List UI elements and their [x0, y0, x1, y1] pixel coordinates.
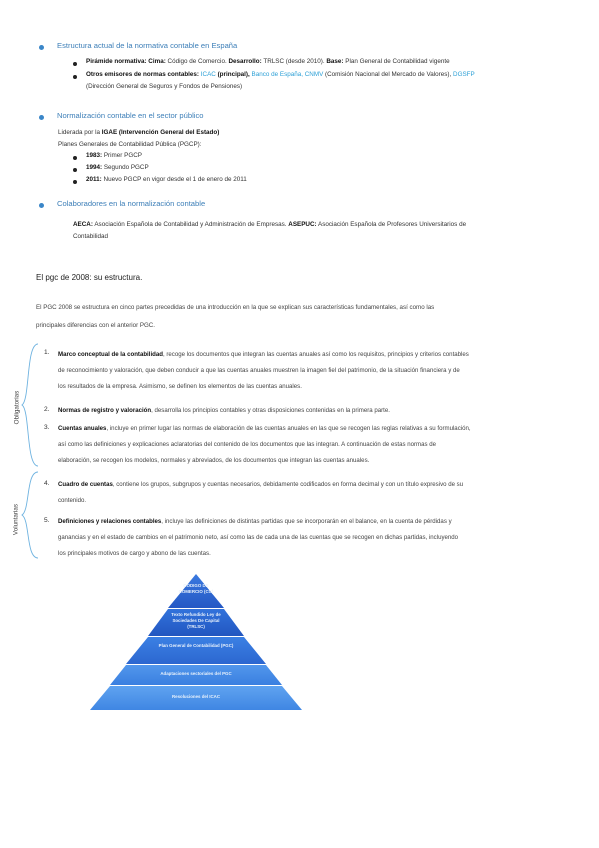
sub-bullet [73, 75, 77, 79]
piramide-line: Pirámide normativa: Cima: Código de Comercio. Desarrollo: TRLSC (desde 2010). Base: Plan General de Contabilidad vigente [86, 58, 450, 65]
sub-bullet [73, 180, 77, 184]
section-title-colaboradores: Colaboradores en la normalización contable [57, 199, 206, 208]
asepuc-cont: Contabilidad [73, 233, 109, 240]
section-bullet [39, 45, 44, 50]
pyramid-label-4: Adaptaciones sectoriales del PGC [160, 671, 232, 676]
pgc-item-4: Cuadro de cuentas, contiene los grupos, subgrupos y cuentas necesarios, debidamente codificados en forma decimal y con un título expresivo de su contenido. [58, 481, 464, 505]
pgc-intro-line: principales diferencias con el anterior PGC. [36, 322, 155, 329]
item-number: 4. [44, 480, 50, 487]
dgsfp-desc: (Dirección General de Seguros y Fondos de Pensiones) [86, 83, 243, 90]
pgc-title: El pgc de 2008: su estructura. [36, 273, 143, 282]
section-bullet [39, 203, 44, 208]
pyramid-level-3 [126, 637, 266, 664]
pyramid-label-1: CÓDIGO DE COMERCIO (CC) [178, 583, 214, 594]
pgcp-item: 1994: Segundo PGCP [86, 164, 149, 171]
item-text: , incluye en primer lugar las normas de elaboración de las cuentas anuales en las que se recogen las reglas relativas a su formulación, así como las definiciones y explicaciones aclaratorias del contenido de los documentos que las integran. A continuación de estas normas de elaboración, se recogen los modelos, normales y abreviados, de los documentos que integran las cuentas anuales. [58, 425, 471, 465]
liderada-line: Liderada por la IGAE (Intervención General del Estado) [58, 129, 220, 136]
pyramid-label-3: Plan General de Contabilidad (PGC) [158, 643, 234, 648]
section-bullet [39, 115, 44, 120]
item-text: , contiene los grupos, subgrupos y cuentas necesarios, debidamente codificados en forma decimal y con un título expresivo de su contenido. [58, 481, 464, 505]
aeca-line: AECA: Asociación Española de Contabilidad y Administración de Empresas. ASEPUC: Asociación Española de Profesores Universitarios de [73, 221, 467, 228]
sub-bullet [73, 156, 77, 160]
pgc-item-1: Marco conceptual de la contabilidad, recoge los documentos que integran las cuentas anuales así como los requisitos, principios y criterios contables de reconocimiento y valoración, que deben conducir a que las cuentas anuales muestren la imagen fiel del patrimonio, de la situación financiera y de los resultados de la empresa. Asimismo, se definen los elementos de las cuentas anuales. [58, 351, 469, 391]
otros-emisores-line: Otros emisores de normas contables: ICAC (principal), Banco de España, CNMV (Comisión Nacional del Mercado de Valores), DGSFP [86, 71, 475, 78]
brace-voluntarias [20, 470, 40, 560]
pgcp-item: 1983: Primer PGCP [86, 152, 142, 159]
pgc-item-5: Definiciones y relaciones contables, incluye las definiciones de distintas partidas que se incorporarán en el balance, en la cuenta de pérdidas y ganancias y en el estado de cambios en el patrimonio neto, así como las de cada una de las cuentas que se recogen en dichas partidas, incluyendo los principales motivos de cargo y abono de las cuentas. [58, 518, 459, 558]
brace-obligatorias [20, 342, 40, 468]
pgcp-item: 2011: Nuevo PGCP en vigor desde el 1 de enero de 2011 [86, 176, 247, 183]
section-title-estructura: Estructura actual de la normativa contable en España [57, 41, 238, 50]
side-label-obligatorias: Obligatorias [13, 390, 21, 425]
item-number: 5. [44, 517, 50, 524]
pgc-item-2: Normas de registro y valoración, desarrolla los principios contables y otras disposiciones contenidas en la primera parte. [58, 407, 390, 414]
planes-line: Planes Generales de Contabilidad Pública (PGCP): [58, 141, 202, 148]
item-number: 3. [44, 424, 50, 431]
sub-bullet [73, 168, 77, 172]
item-number: 2. [44, 406, 50, 413]
item-text: , incluye las definiciones de distintas partidas que se incorporarán en el balance, en la cuenta de pérdidas y ganancias y en el estado de cambios en el patrimonio neto, así como las de cada una de las cuentas que se recogen en dichas partidas, incluyendo los principales motivos de cargo y abono de las cuentas. [58, 518, 459, 558]
item-number: 1. [44, 349, 50, 356]
section-title-publico: Normalización contable en el sector público [57, 111, 204, 120]
pgc-item-3: Cuentas anuales, incluye en primer lugar las normas de elaboración de las cuentas anuales en las que se recogen las reglas relativas a su formulación, así como las definiciones y explicaciones aclaratorias del contenido de los documentos que las integran. A continuación de estas normas de elaboración, se recogen los modelos, normales y abreviados, de los documentos que integran las cuentas anuales. [58, 425, 471, 465]
pyramid-label-5: Resoluciones del ICAC [171, 694, 221, 699]
pyramid-label-2: Texto Refundido Ley de Sociedades De Capital (TRLSC) [171, 612, 221, 629]
side-label-voluntarias: Voluntarias [12, 503, 20, 536]
pgc-intro-line: El PGC 2008 se estructura en cinco partes precedidas de una introducción en la que se explican sus características fundamentales, así como las [36, 304, 435, 311]
sub-bullet [73, 62, 77, 66]
